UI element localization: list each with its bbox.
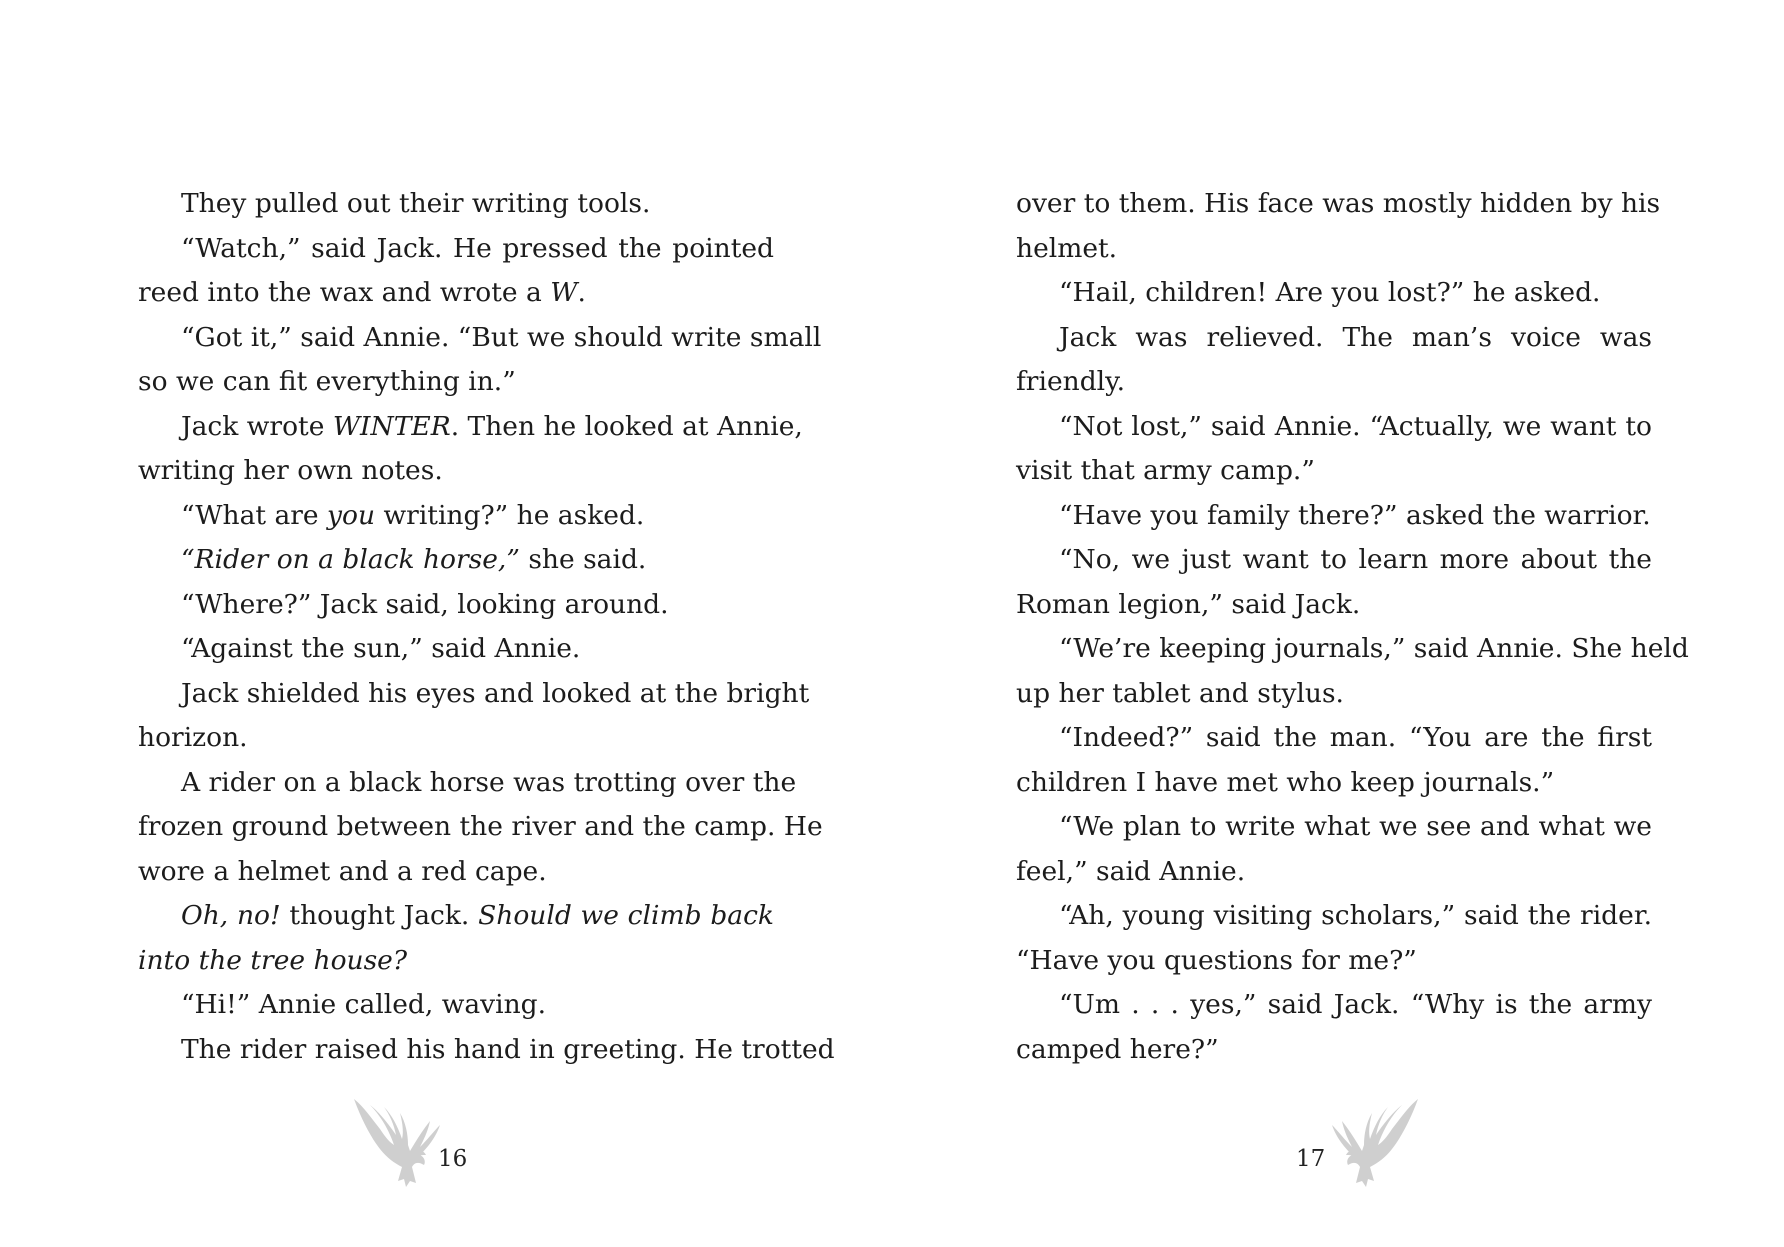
text-line: “Have you questions for me?” [1016, 944, 1417, 976]
text-line: A rider on a black horse was trotting over the [181, 766, 797, 798]
eagle-icon [1312, 1095, 1422, 1195]
text-line: “Rider on a black horse,” she said. [181, 544, 647, 575]
text-line: “Hail, children! Are you lost?” he asked. [1059, 277, 1601, 308]
text-line: “Got it,” said Annie. “But we should write small [181, 321, 822, 353]
text-line: up her tablet and stylus. [1016, 677, 1344, 709]
text-line: “Have you family there?” asked the warrior. [1059, 499, 1651, 531]
right-page [892, 0, 1784, 1247]
text-line: Jack was relieved. The man’s voice was [1059, 321, 1652, 353]
right-page-folio [1296, 1095, 1432, 1205]
page-number: 17 [1296, 1146, 1326, 1172]
text-line: “Indeed?” said the man. “You are the first [1059, 722, 1652, 753]
text-line: “We’re keeping journals,” said Annie. She held [1059, 633, 1689, 664]
text-line: They pulled out their writing tools. [181, 188, 651, 219]
text-line: writing her own notes. [138, 455, 443, 486]
text-line: Jack wrote WINTER. Then he looked at Annie, [181, 410, 803, 442]
text-line: horizon. [138, 722, 248, 753]
page-number: 16 [438, 1146, 468, 1172]
text-line: “Hi!” Annie called, waving. [181, 989, 547, 1020]
text-line: “Watch,” said Jack. He pressed the pointed [181, 232, 774, 264]
text-line: friendly. [1016, 366, 1126, 397]
left-page-text [138, 182, 835, 1072]
left-page-folio [350, 1095, 470, 1205]
text-line: reed into the wax and wrote a W. [138, 277, 586, 308]
text-line: over to them. His face was mostly hidden by his [1016, 188, 1661, 219]
text-line: “Um . . . yes,” said Jack. “Why is the army [1059, 989, 1652, 1020]
text-line: “Against the sun,” said Annie. [181, 633, 581, 664]
text-line: feel,” said Annie. [1016, 855, 1246, 887]
text-line: Roman legion,” said Jack. [1016, 588, 1361, 620]
text-line: Jack shielded his eyes and looked at the bright [181, 677, 810, 709]
text-line: wore a helmet and a red cape. [138, 855, 547, 887]
text-line: children I have met who keep journals.” [1016, 766, 1555, 798]
text-line: visit that army camp.” [1016, 455, 1315, 486]
text-line: into the tree house? [138, 944, 408, 976]
text-line: frozen ground between the river and the camp. He [138, 811, 823, 842]
text-line: “No, we just want to learn more about the [1059, 544, 1652, 575]
text-line: “What are you writing?” he asked. [181, 499, 645, 531]
text-line: “Where?” Jack said, looking around. [181, 588, 669, 620]
text-line: “We plan to write what we see and what we [1059, 811, 1652, 842]
text-line: camped here?” [1016, 1033, 1219, 1065]
text-line: The rider raised his hand in greeting. He trotted [181, 1033, 835, 1065]
text-line: “Ah, young visiting scholars,” said the rider. [1059, 900, 1652, 931]
text-line: so we can fit everything in.” [138, 366, 516, 397]
right-page-text [1016, 182, 1689, 1072]
text-line: Oh, no! thought Jack. Should we climb back [181, 900, 774, 931]
text-line: helmet. [1016, 232, 1118, 264]
text-line: “Not lost,” said Annie. “Actually, we want to [1059, 410, 1652, 442]
